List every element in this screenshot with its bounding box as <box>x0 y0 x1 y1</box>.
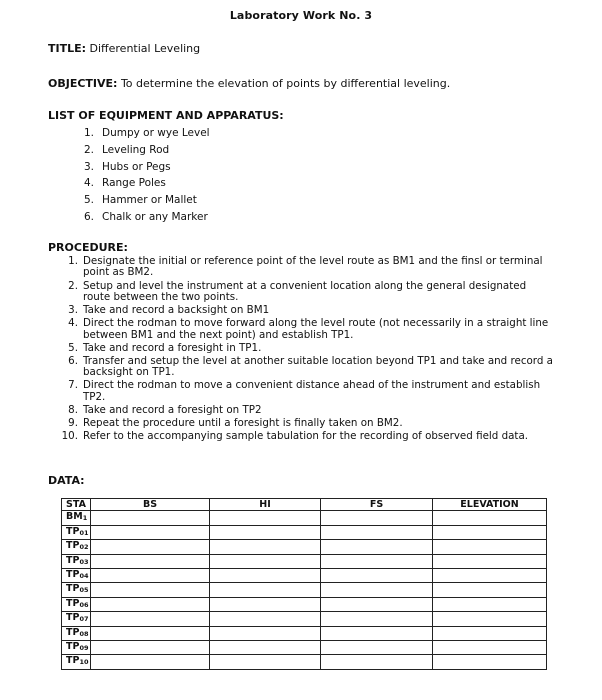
empty-data-cell[interactable] <box>433 511 547 525</box>
empty-data-cell[interactable] <box>91 626 210 640</box>
procedure-step-number: 8. <box>68 403 78 416</box>
empty-data-cell[interactable] <box>210 626 321 640</box>
empty-data-cell[interactable] <box>91 569 210 583</box>
objective-value: To determine the elevation of points by differential leveling. <box>120 77 451 90</box>
empty-data-cell[interactable] <box>433 641 547 655</box>
equipment-item-number: 3. <box>84 160 95 173</box>
equipment-item-text: Hammer or Mallet <box>102 194 197 207</box>
empty-data-cell[interactable] <box>91 612 210 626</box>
equipment-item-number: 5. <box>84 194 95 207</box>
procedure-step-text: Repeat the procedure until a foresight is finally taken on BM2. <box>83 416 403 429</box>
table-row <box>62 583 547 597</box>
equipment-item <box>76 209 210 226</box>
empty-data-cell[interactable] <box>210 655 321 669</box>
empty-data-cell[interactable] <box>91 655 210 669</box>
data-table <box>61 498 547 670</box>
equipment-heading: LIST OF EQUIPMENT AND APPARATUS: <box>48 109 284 122</box>
title-label: TITLE: <box>48 42 87 55</box>
empty-data-cell[interactable] <box>433 612 547 626</box>
procedure-step <box>56 380 556 403</box>
station-name: TP <box>66 569 80 581</box>
procedure-step-number: 3. <box>68 304 78 316</box>
station-subscript: 04 <box>79 572 89 581</box>
procedure-step <box>56 318 556 341</box>
procedure-list <box>56 256 556 444</box>
station-subscript: 03 <box>79 557 89 566</box>
station-name: TP <box>66 554 80 566</box>
station-name: TP <box>66 583 80 595</box>
empty-data-cell[interactable] <box>321 583 433 597</box>
station-name: TP <box>66 655 80 667</box>
station-cell <box>62 655 91 669</box>
procedure-step-text: Setup and level the instrument at a convenient location along the general designated route between the two points. <box>83 279 527 303</box>
station-subscript: 01 <box>79 528 89 537</box>
procedure-step <box>56 343 556 354</box>
empty-data-cell[interactable] <box>321 554 433 568</box>
procedure-step <box>56 305 556 316</box>
empty-data-cell[interactable] <box>91 583 210 597</box>
equipment-item <box>76 142 210 159</box>
empty-data-cell[interactable] <box>210 569 321 583</box>
procedure-step-number: 6. <box>68 354 78 367</box>
procedure-step-text: Take and record a foresight in TP1. <box>83 341 262 354</box>
equipment-item <box>76 159 210 176</box>
empty-data-cell[interactable] <box>210 525 321 539</box>
empty-data-cell[interactable] <box>91 554 210 568</box>
table-row <box>62 540 547 554</box>
station-subscript: 05 <box>79 586 89 595</box>
equipment-item-number: 2. <box>84 143 95 156</box>
column-header: HI <box>210 499 321 511</box>
empty-data-cell[interactable] <box>433 540 547 554</box>
empty-data-cell[interactable] <box>91 597 210 611</box>
procedure-step <box>56 431 556 442</box>
station-subscript: 07 <box>79 615 89 624</box>
station-name: TP <box>66 612 80 624</box>
empty-data-cell[interactable] <box>433 554 547 568</box>
objective-line <box>48 77 450 90</box>
station-subscript: 09 <box>79 644 89 653</box>
empty-data-cell[interactable] <box>91 511 210 525</box>
empty-data-cell[interactable] <box>321 655 433 669</box>
procedure-step-text: Designate the initial or reference point of the level route as BM1 and the finsl or terminal point as BM2. <box>83 255 543 279</box>
procedure-step-number: 2. <box>68 279 78 292</box>
station-subscript: 02 <box>79 543 89 552</box>
empty-data-cell[interactable] <box>210 554 321 568</box>
document-title: Laboratory Work No. 3 <box>229 9 373 22</box>
station-name: BM <box>66 511 83 523</box>
procedure-step-number: 1. <box>68 255 78 267</box>
procedure-step <box>56 281 556 304</box>
empty-data-cell[interactable] <box>321 540 433 554</box>
procedure-step-text: Direct the rodman to move forward along the level route (not necessarily in a straight line between BM1 and the next point) and establish TP1. <box>83 317 549 341</box>
station-cell <box>62 641 91 655</box>
column-header: FS <box>321 499 433 511</box>
equipment-item-number: 4. <box>84 177 95 190</box>
empty-data-cell[interactable] <box>433 569 547 583</box>
equipment-item-text: Leveling Rod <box>102 143 170 156</box>
procedure-step-number: 9. <box>68 416 78 429</box>
column-header: STA <box>62 499 91 511</box>
table-row <box>62 655 547 669</box>
procedure-step-text: Take and record a foresight on TP2 <box>83 403 262 416</box>
station-cell <box>62 597 91 611</box>
procedure-step-text: Refer to the accompanying sample tabulation for the recording of observed field data. <box>83 429 529 442</box>
station-subscript: 1 <box>82 514 88 523</box>
title-value: Differential Leveling <box>89 42 201 55</box>
table-header-row <box>62 499 547 511</box>
procedure-step-number: 5. <box>68 341 78 354</box>
table-row <box>62 612 547 626</box>
objective-label: OBJECTIVE: <box>48 77 118 90</box>
table-row <box>62 569 547 583</box>
equipment-item <box>76 175 210 192</box>
table-row <box>62 597 547 611</box>
station-cell <box>62 525 91 539</box>
procedure-step <box>56 356 556 379</box>
procedure-step-text: Transfer and setup the level at another suitable location beyond TP1 and take and record a backsight on TP1. <box>83 354 553 379</box>
table-row <box>62 525 547 539</box>
station-cell <box>62 626 91 640</box>
procedure-step <box>56 405 556 416</box>
equipment-item-number: 6. <box>84 210 95 223</box>
station-cell <box>62 583 91 597</box>
station-subscript: 10 <box>79 658 89 667</box>
data-heading: DATA: <box>48 474 85 487</box>
empty-data-cell[interactable] <box>210 641 321 655</box>
title-line <box>48 42 200 55</box>
procedure-step <box>56 418 556 429</box>
procedure-step-number: 4. <box>68 317 78 330</box>
station-subscript: 06 <box>79 600 89 609</box>
empty-data-cell[interactable] <box>321 612 433 626</box>
station-cell <box>62 540 91 554</box>
column-header: BS <box>91 499 210 511</box>
procedure-step-text: Take and record a backsight on BM1 <box>83 304 270 316</box>
empty-data-cell[interactable] <box>91 540 210 554</box>
table-row <box>62 554 547 568</box>
station-name: TP <box>66 525 80 537</box>
station-cell <box>62 511 91 525</box>
empty-data-cell[interactable] <box>433 655 547 669</box>
equipment-item <box>76 192 210 209</box>
procedure-step-number: 10. <box>61 429 78 442</box>
station-subscript: 08 <box>79 629 89 638</box>
empty-data-cell[interactable] <box>321 511 433 525</box>
empty-data-cell[interactable] <box>91 641 210 655</box>
empty-data-cell[interactable] <box>210 612 321 626</box>
station-name: TP <box>66 540 80 552</box>
table-row <box>62 511 547 525</box>
empty-data-cell[interactable] <box>433 583 547 597</box>
equipment-list <box>76 125 210 226</box>
column-header: ELEVATION <box>433 499 547 511</box>
station-cell <box>62 554 91 568</box>
equipment-item-text: Range Poles <box>102 177 166 190</box>
procedure-step-text: Direct the rodman to move a convenient distance ahead of the instrument and establish TP2. <box>83 379 541 403</box>
equipment-item-text: Chalk or any Marker <box>102 210 208 223</box>
procedure-step-number: 7. <box>68 379 78 392</box>
empty-data-cell[interactable] <box>321 569 433 583</box>
empty-data-cell[interactable] <box>321 525 433 539</box>
equipment-item <box>76 125 210 142</box>
equipment-item-text: Hubs or Pegs <box>102 160 171 173</box>
station-cell <box>62 612 91 626</box>
station-name: TP <box>66 626 80 638</box>
table-row <box>62 626 547 640</box>
empty-data-cell[interactable] <box>433 597 547 611</box>
empty-data-cell[interactable] <box>91 525 210 539</box>
table-body <box>62 511 547 669</box>
empty-data-cell[interactable] <box>321 626 433 640</box>
station-name: TP <box>66 641 80 653</box>
equipment-item-text: Dumpy or wye Level <box>102 127 210 139</box>
procedure-heading: PROCEDURE: <box>48 241 128 254</box>
empty-data-cell[interactable] <box>210 583 321 597</box>
equipment-item-number: 1. <box>84 127 95 139</box>
empty-data-cell[interactable] <box>433 626 547 640</box>
procedure-step <box>56 256 556 279</box>
empty-data-cell[interactable] <box>210 597 321 611</box>
empty-data-cell[interactable] <box>321 641 433 655</box>
empty-data-cell[interactable] <box>210 511 321 525</box>
empty-data-cell[interactable] <box>433 525 547 539</box>
empty-data-cell[interactable] <box>210 540 321 554</box>
station-cell <box>62 569 91 583</box>
table-row <box>62 641 547 655</box>
empty-data-cell[interactable] <box>321 597 433 611</box>
station-name: TP <box>66 597 80 609</box>
